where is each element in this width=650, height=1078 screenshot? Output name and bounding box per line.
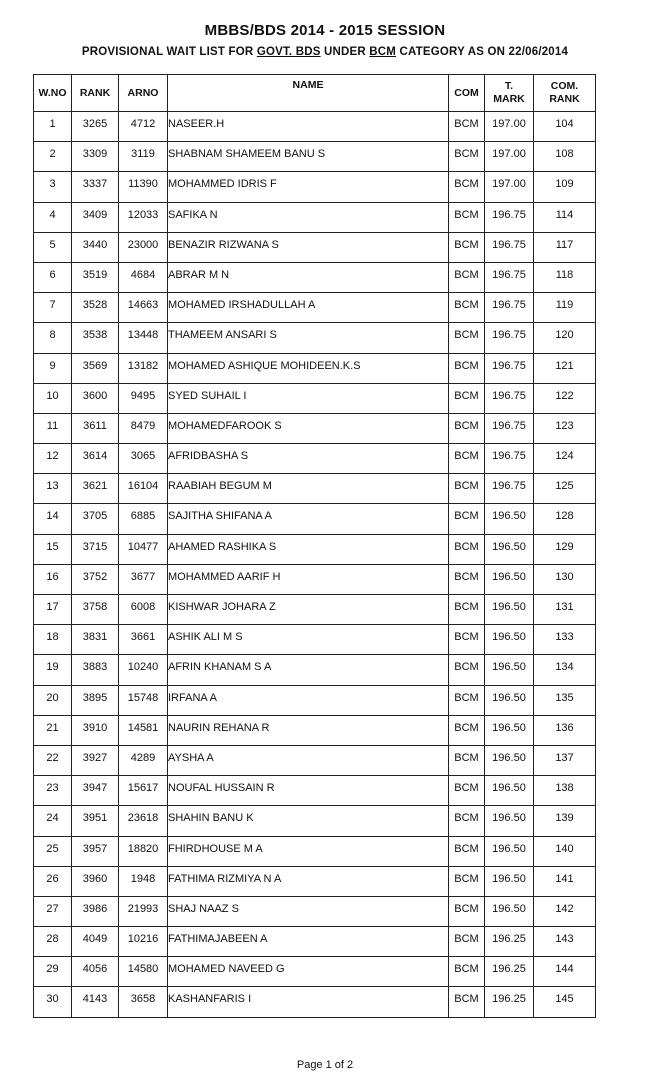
cell-name: FHIRDHOUSE M A — [168, 836, 449, 866]
cell-arno: 3658 — [119, 987, 168, 1017]
cell-rank: 3569 — [72, 353, 119, 383]
cell-com: BCM — [449, 655, 485, 685]
cell-name: IRFANA A — [168, 685, 449, 715]
cell-com: BCM — [449, 625, 485, 655]
cell-rank: 3960 — [72, 866, 119, 896]
cell-tmark: 196.50 — [485, 836, 534, 866]
cell-tmark: 197.00 — [485, 172, 534, 202]
header-comrank-line2: RANK — [549, 93, 580, 105]
cell-com: BCM — [449, 896, 485, 926]
cell-wno: 4 — [34, 202, 72, 232]
table-row — [34, 564, 596, 594]
table-row — [34, 202, 596, 232]
cell-name: ABRAR M N — [168, 262, 449, 292]
cell-name: SAJITHA SHIFANA A — [168, 504, 449, 534]
cell-arno: 13448 — [119, 323, 168, 353]
cell-rank: 3951 — [72, 806, 119, 836]
cell-arno: 4289 — [119, 745, 168, 775]
cell-arno: 8479 — [119, 413, 168, 443]
cell-tmark: 196.50 — [485, 534, 534, 564]
cell-tmark: 197.00 — [485, 142, 534, 172]
cell-rank: 3265 — [72, 112, 119, 142]
document-title: MBBS/BDS 2014 - 2015 SESSION — [204, 22, 446, 39]
cell-arno: 10477 — [119, 534, 168, 564]
cell-arno: 3661 — [119, 625, 168, 655]
cell-rank: 3519 — [72, 262, 119, 292]
cell-comrank: 109 — [534, 172, 596, 202]
cell-rank: 3927 — [72, 745, 119, 775]
cell-name: AFRIN KHANAM S A — [168, 655, 449, 685]
cell-arno: 3065 — [119, 444, 168, 474]
cell-wno: 12 — [34, 444, 72, 474]
cell-com: BCM — [449, 262, 485, 292]
cell-tmark: 196.75 — [485, 474, 534, 504]
cell-wno: 25 — [34, 836, 72, 866]
cell-tmark: 196.50 — [485, 504, 534, 534]
cell-comrank: 141 — [534, 866, 596, 896]
cell-wno: 20 — [34, 685, 72, 715]
cell-rank: 3614 — [72, 444, 119, 474]
cell-wno: 30 — [34, 987, 72, 1017]
cell-com: BCM — [449, 987, 485, 1017]
table-row — [34, 927, 596, 957]
cell-arno: 6008 — [119, 595, 168, 625]
cell-arno: 16104 — [119, 474, 168, 504]
table-row — [34, 323, 596, 353]
cell-wno: 11 — [34, 413, 72, 443]
cell-comrank: 134 — [534, 655, 596, 685]
cell-rank: 3895 — [72, 685, 119, 715]
table-row — [34, 112, 596, 142]
cell-com: BCM — [449, 836, 485, 866]
cell-rank: 3947 — [72, 776, 119, 806]
cell-tmark: 196.75 — [485, 323, 534, 353]
cell-wno: 8 — [34, 323, 72, 353]
cell-name: NASEER.H — [168, 112, 449, 142]
cell-comrank: 140 — [534, 836, 596, 866]
cell-com: BCM — [449, 353, 485, 383]
cell-com: BCM — [449, 504, 485, 534]
cell-tmark: 196.50 — [485, 806, 534, 836]
table-row — [34, 625, 596, 655]
cell-rank: 3705 — [72, 504, 119, 534]
cell-rank: 3715 — [72, 534, 119, 564]
header-tmark — [485, 75, 534, 112]
header-name: NAME — [168, 75, 449, 112]
cell-name: SYED SUHAIL I — [168, 383, 449, 413]
header-comrank-line1: COM. — [550, 80, 579, 92]
table-row — [34, 444, 596, 474]
cell-comrank: 144 — [534, 957, 596, 987]
cell-arno: 14581 — [119, 715, 168, 745]
cell-name: MOHAMMED IDRIS F — [168, 172, 449, 202]
cell-name: AYSHA A — [168, 745, 449, 775]
cell-comrank: 135 — [534, 685, 596, 715]
cell-wno: 24 — [34, 806, 72, 836]
cell-name: MOHAMED NAVEED G — [168, 957, 449, 987]
header-tmark-line2: MARK — [493, 93, 525, 105]
cell-rank: 3910 — [72, 715, 119, 745]
cell-com: BCM — [449, 112, 485, 142]
table-row — [34, 262, 596, 292]
cell-arno: 14663 — [119, 293, 168, 323]
cell-name: SAFIKA N — [168, 202, 449, 232]
cell-wno: 22 — [34, 745, 72, 775]
cell-name: ASHIK ALI M S — [168, 625, 449, 655]
table-row — [34, 776, 596, 806]
cell-comrank: 139 — [534, 806, 596, 836]
cell-name: SHAJ NAAZ S — [168, 896, 449, 926]
cell-comrank: 129 — [534, 534, 596, 564]
table-row — [34, 353, 596, 383]
cell-com: BCM — [449, 202, 485, 232]
table-row — [34, 806, 596, 836]
subtitle-suffix: CATEGORY AS ON 22/06/2014 — [396, 46, 569, 58]
cell-tmark: 196.50 — [485, 685, 534, 715]
cell-name: NOUFAL HUSSAIN R — [168, 776, 449, 806]
cell-wno: 17 — [34, 595, 72, 625]
subtitle-course: GOVT. BDS — [256, 46, 321, 58]
cell-com: BCM — [449, 142, 485, 172]
cell-rank: 3538 — [72, 323, 119, 353]
cell-com: BCM — [449, 383, 485, 413]
cell-rank: 4143 — [72, 987, 119, 1017]
cell-tmark: 196.50 — [485, 625, 534, 655]
cell-com: BCM — [449, 806, 485, 836]
subtitle-prefix: PROVISIONAL WAIT LIST FOR — [81, 46, 257, 58]
cell-arno: 11390 — [119, 172, 168, 202]
cell-tmark: 197.00 — [485, 112, 534, 142]
table-row — [34, 293, 596, 323]
cell-name: FATHIMA RIZMIYA N A — [168, 866, 449, 896]
cell-arno: 12033 — [119, 202, 168, 232]
cell-comrank: 128 — [534, 504, 596, 534]
cell-comrank: 123 — [534, 413, 596, 443]
cell-tmark: 196.50 — [485, 745, 534, 775]
table-row — [34, 232, 596, 262]
cell-tmark: 196.25 — [485, 987, 534, 1017]
cell-rank: 3309 — [72, 142, 119, 172]
cell-wno: 2 — [34, 142, 72, 172]
cell-tmark: 196.50 — [485, 595, 534, 625]
cell-name: MOHAMED IRSHADULLAH A — [168, 293, 449, 323]
cell-tmark: 196.50 — [485, 896, 534, 926]
cell-name: NAURIN REHANA R — [168, 715, 449, 745]
cell-wno: 5 — [34, 232, 72, 262]
cell-rank: 3752 — [72, 564, 119, 594]
cell-wno: 14 — [34, 504, 72, 534]
cell-comrank: 143 — [534, 927, 596, 957]
table-row — [34, 896, 596, 926]
cell-tmark: 196.75 — [485, 383, 534, 413]
cell-com: BCM — [449, 685, 485, 715]
cell-wno: 3 — [34, 172, 72, 202]
table-row — [34, 715, 596, 745]
cell-comrank: 120 — [534, 323, 596, 353]
cell-tmark: 196.75 — [485, 262, 534, 292]
cell-comrank: 118 — [534, 262, 596, 292]
cell-wno: 21 — [34, 715, 72, 745]
cell-arno: 9495 — [119, 383, 168, 413]
cell-arno: 13182 — [119, 353, 168, 383]
table-row — [34, 142, 596, 172]
cell-comrank: 131 — [534, 595, 596, 625]
cell-arno: 3119 — [119, 142, 168, 172]
cell-tmark: 196.50 — [485, 866, 534, 896]
cell-comrank: 145 — [534, 987, 596, 1017]
table-row — [34, 474, 596, 504]
table-row — [34, 987, 596, 1017]
cell-arno: 10216 — [119, 927, 168, 957]
page-number: Page 1 of 2 — [296, 1059, 354, 1071]
cell-comrank: 117 — [534, 232, 596, 262]
cell-arno: 15748 — [119, 685, 168, 715]
header-com: COM — [449, 75, 485, 112]
cell-rank: 3621 — [72, 474, 119, 504]
cell-com: BCM — [449, 444, 485, 474]
cell-com: BCM — [449, 323, 485, 353]
header-comrank — [534, 75, 596, 112]
cell-tmark: 196.75 — [485, 444, 534, 474]
table-header-row — [34, 75, 596, 112]
cell-comrank: 108 — [534, 142, 596, 172]
cell-com: BCM — [449, 172, 485, 202]
cell-com: BCM — [449, 927, 485, 957]
cell-name: KASHANFARIS I — [168, 987, 449, 1017]
cell-name: MOHAMMED AARIF H — [168, 564, 449, 594]
cell-com: BCM — [449, 474, 485, 504]
cell-tmark: 196.75 — [485, 413, 534, 443]
table-row — [34, 866, 596, 896]
cell-wno: 27 — [34, 896, 72, 926]
cell-rank: 3831 — [72, 625, 119, 655]
cell-name: MOHAMED ASHIQUE MOHIDEEN.K.S — [168, 353, 449, 383]
wait-list-table — [33, 74, 596, 1018]
cell-arno: 1948 — [119, 866, 168, 896]
cell-arno: 14580 — [119, 957, 168, 987]
table-row — [34, 534, 596, 564]
table-row — [34, 655, 596, 685]
cell-comrank: 136 — [534, 715, 596, 745]
cell-arno: 23000 — [119, 232, 168, 262]
cell-arno: 4684 — [119, 262, 168, 292]
cell-comrank: 121 — [534, 353, 596, 383]
cell-rank: 3409 — [72, 202, 119, 232]
cell-wno: 1 — [34, 112, 72, 142]
cell-arno: 18820 — [119, 836, 168, 866]
cell-comrank: 142 — [534, 896, 596, 926]
cell-wno: 26 — [34, 866, 72, 896]
cell-name: AFRIDBASHA S — [168, 444, 449, 474]
cell-arno: 23618 — [119, 806, 168, 836]
cell-rank: 3440 — [72, 232, 119, 262]
header-rank: RANK — [72, 75, 119, 112]
cell-arno: 4712 — [119, 112, 168, 142]
cell-wno: 18 — [34, 625, 72, 655]
cell-arno: 15617 — [119, 776, 168, 806]
cell-com: BCM — [449, 776, 485, 806]
cell-arno: 6885 — [119, 504, 168, 534]
subtitle-category: BCM — [369, 46, 397, 58]
cell-wno: 29 — [34, 957, 72, 987]
cell-name: MOHAMEDFAROOK S — [168, 413, 449, 443]
cell-name: THAMEEM ANSARI S — [168, 323, 449, 353]
cell-tmark: 196.50 — [485, 564, 534, 594]
cell-rank: 3883 — [72, 655, 119, 685]
cell-com: BCM — [449, 957, 485, 987]
cell-rank: 3758 — [72, 595, 119, 625]
header-tmark-line1: T. — [504, 80, 514, 92]
cell-com: BCM — [449, 715, 485, 745]
cell-rank: 3337 — [72, 172, 119, 202]
cell-tmark: 196.50 — [485, 715, 534, 745]
cell-comrank: 137 — [534, 745, 596, 775]
document-subtitle — [0, 46, 650, 58]
cell-tmark: 196.75 — [485, 202, 534, 232]
cell-wno: 16 — [34, 564, 72, 594]
cell-com: BCM — [449, 413, 485, 443]
cell-comrank: 104 — [534, 112, 596, 142]
table-row — [34, 957, 596, 987]
cell-comrank: 138 — [534, 776, 596, 806]
cell-name: FATHIMAJABEEN A — [168, 927, 449, 957]
subtitle-mid: UNDER — [320, 46, 370, 58]
cell-name: AHAMED RASHIKA S — [168, 534, 449, 564]
table-row — [34, 685, 596, 715]
cell-rank: 4056 — [72, 957, 119, 987]
cell-com: BCM — [449, 534, 485, 564]
table-body — [34, 112, 596, 1018]
cell-name: RAABIAH BEGUM M — [168, 474, 449, 504]
cell-com: BCM — [449, 564, 485, 594]
cell-name: BENAZIR RIZWANA S — [168, 232, 449, 262]
cell-wno: 15 — [34, 534, 72, 564]
cell-wno: 9 — [34, 353, 72, 383]
cell-wno: 23 — [34, 776, 72, 806]
cell-com: BCM — [449, 232, 485, 262]
cell-com: BCM — [449, 866, 485, 896]
cell-comrank: 125 — [534, 474, 596, 504]
cell-tmark: 196.75 — [485, 353, 534, 383]
cell-wno: 7 — [34, 293, 72, 323]
table-row — [34, 504, 596, 534]
cell-comrank: 133 — [534, 625, 596, 655]
cell-arno: 10240 — [119, 655, 168, 685]
cell-rank: 3600 — [72, 383, 119, 413]
table-row — [34, 172, 596, 202]
cell-wno: 13 — [34, 474, 72, 504]
header-arno: ARNO — [119, 75, 168, 112]
cell-com: BCM — [449, 595, 485, 625]
cell-rank: 3528 — [72, 293, 119, 323]
cell-rank: 3957 — [72, 836, 119, 866]
cell-tmark: 196.50 — [485, 776, 534, 806]
cell-arno: 3677 — [119, 564, 168, 594]
cell-name: SHABNAM SHAMEEM BANU S — [168, 142, 449, 172]
cell-rank: 4049 — [72, 927, 119, 957]
cell-rank: 3986 — [72, 896, 119, 926]
cell-comrank: 122 — [534, 383, 596, 413]
cell-com: BCM — [449, 293, 485, 323]
table-row — [34, 413, 596, 443]
table-row — [34, 595, 596, 625]
cell-wno: 10 — [34, 383, 72, 413]
cell-tmark: 196.25 — [485, 927, 534, 957]
cell-wno: 19 — [34, 655, 72, 685]
cell-tmark: 196.50 — [485, 655, 534, 685]
table-row — [34, 383, 596, 413]
cell-comrank: 124 — [534, 444, 596, 474]
cell-name: KISHWAR JOHARA Z — [168, 595, 449, 625]
cell-arno: 21993 — [119, 896, 168, 926]
cell-rank: 3611 — [72, 413, 119, 443]
cell-comrank: 119 — [534, 293, 596, 323]
table-row — [34, 745, 596, 775]
cell-name: SHAHIN BANU K — [168, 806, 449, 836]
cell-comrank: 114 — [534, 202, 596, 232]
cell-tmark: 196.75 — [485, 293, 534, 323]
cell-wno: 28 — [34, 927, 72, 957]
header-wno: W.NO — [34, 75, 72, 112]
table-row — [34, 836, 596, 866]
cell-tmark: 196.75 — [485, 232, 534, 262]
cell-tmark: 196.25 — [485, 957, 534, 987]
cell-wno: 6 — [34, 262, 72, 292]
cell-com: BCM — [449, 745, 485, 775]
cell-comrank: 130 — [534, 564, 596, 594]
